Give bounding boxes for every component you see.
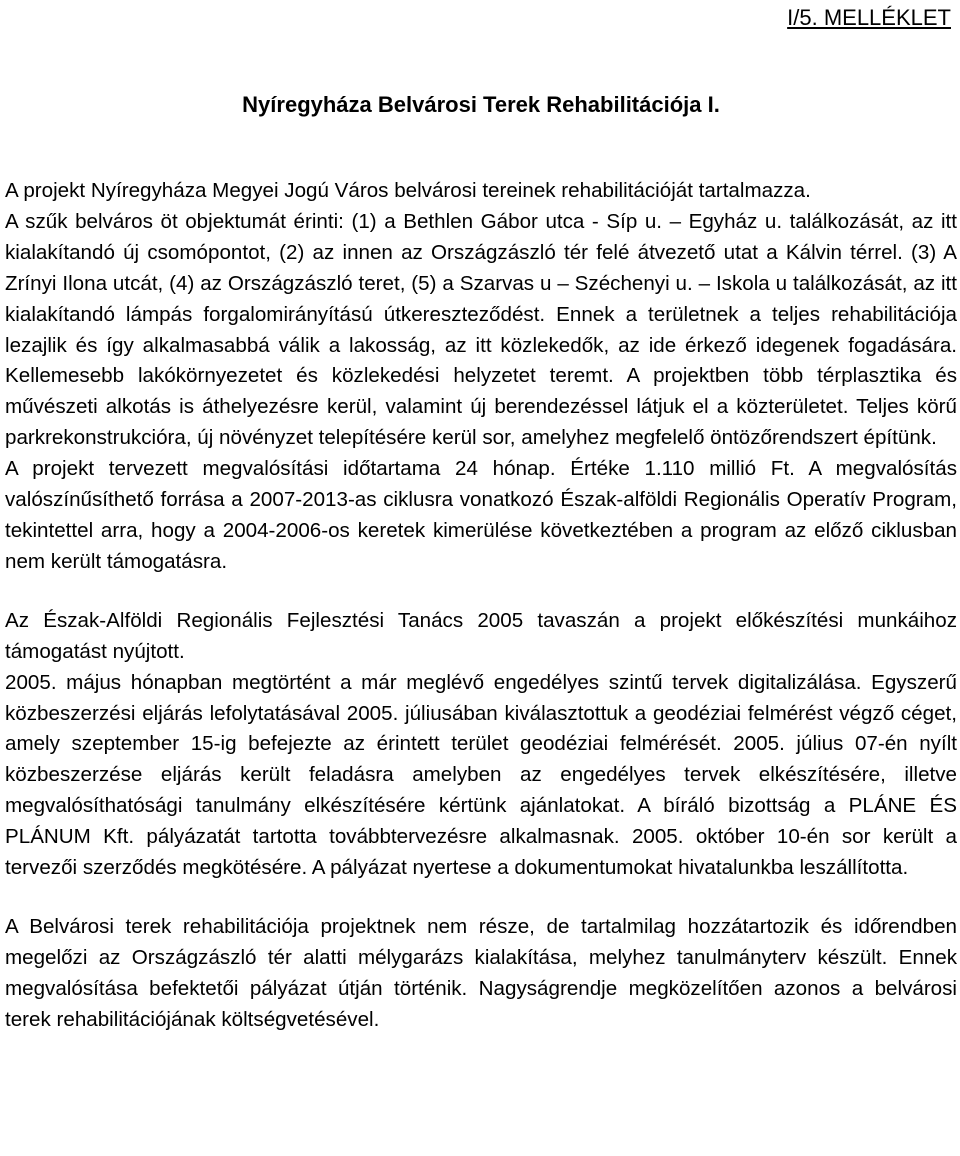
paragraph-objects: A szűk belváros öt objektumát érinti: (1) a Bethlen Gábor utca - Síp u. – Egyház u. találkozását, az itt kialakítandó új csomópontot, (2) az innen az Országzászló tér felé átvezető utat a Kálvin térrel. (3) A Zrínyi Ilona utcát, (4) az Országzászló teret, (5) a Szarvas u – Széchenyi u. – Iskola u találkozását, az itt kialakítandó lámpás forgalomirányítású útkereszteződést. Ennek a területnek a teljes rehabilitációja lezajlik és így alkalmasabbá válik a lakosság, az itt közlekedők, az ide érkező idegenek fogadására. Kellemesebb lakókörnyezetet és közlekedési helyzetet teremt. A projektben több térplasztika és művészeti alkotás is áthelyezésre kerül, valamint új berendezéssel látjuk el a közterületet. Teljes körű parkrekonstrukcióra, új növényzet telepítésére kerül sor, amelyhez megfelelő öntözőrendszert építünk. (5, 209, 957, 450)
annex-label: I/5. MELLÉKLET (787, 5, 951, 30)
paragraph-intro: A projekt Nyíregyháza Megyei Jogú Város belvárosi tereinek rehabilitációját tartalmazza. (5, 179, 811, 202)
paragraph-progress: 2005. május hónapban megtörtént a már meglévő engedélyes szintű tervek digitalizálása. Egyszerű közbeszerzési eljárás lefolytatásával 2005. júliusában kiválasztottuk a geodéziai felmérést végző céget, amely szeptember 15-ig befejezte az érintett terület geodéziai felmérését. 2005. július 07-én nyílt közbeszerzése eljárás került feladásra amelyben az engedélyes tervek elkészítésére, illetve megvalósíthatósági tanulmány elkészítésére kértünk ajánlatokat. A bíráló bizottság a PLÁNE ÉS PLÁNUM Kft. pályázatát tartotta továbbtervezésre alkalmasnak. 2005. október 10-én sor került a tervezői szerződés megkötésére. A pályázat nyertese a dokumentumokat hivatalunkba leszállította. (5, 670, 957, 880)
document-body (5, 176, 957, 1036)
paragraph-funding: A projekt tervezett megvalósítási időtartama 24 hónap. Értéke 1.110 millió Ft. A megvalósítás valószínűsíthető forrása a 2007-2013-as ciklusra vonatkozó Észak-alföldi Regionális Operatív Program, tekintettel arra, hogy a 2004-2006-os keretek kimerülése következtében a program az előző ciklusban nem került támogatásra. (5, 457, 957, 573)
paragraph-spacer (5, 884, 957, 912)
paragraph-spacer (5, 578, 957, 606)
document-title: Nyíregyháza Belvárosi Terek Rehabilitációja I. (242, 92, 720, 117)
paragraph-support: Az Észak-Alföldi Regionális Fejlesztési Tanács 2005 tavaszán a projekt előkészítési munkáihoz támogatást nyújtott. (5, 608, 957, 663)
paragraph-garage: A Belvárosi terek rehabilitációja projektnek nem része, de tartalmilag hozzátartozik és időrendben megelőzi az Országzászló tér alatti mélygarázs kialakítása, melyhez tanulmányterv készült. Ennek megvalósítása befektetői pályázat útján történik. Nagyságrendje megközelítően azonos a belvárosi terek rehabilitációjának költségvetésével. (5, 914, 957, 1031)
